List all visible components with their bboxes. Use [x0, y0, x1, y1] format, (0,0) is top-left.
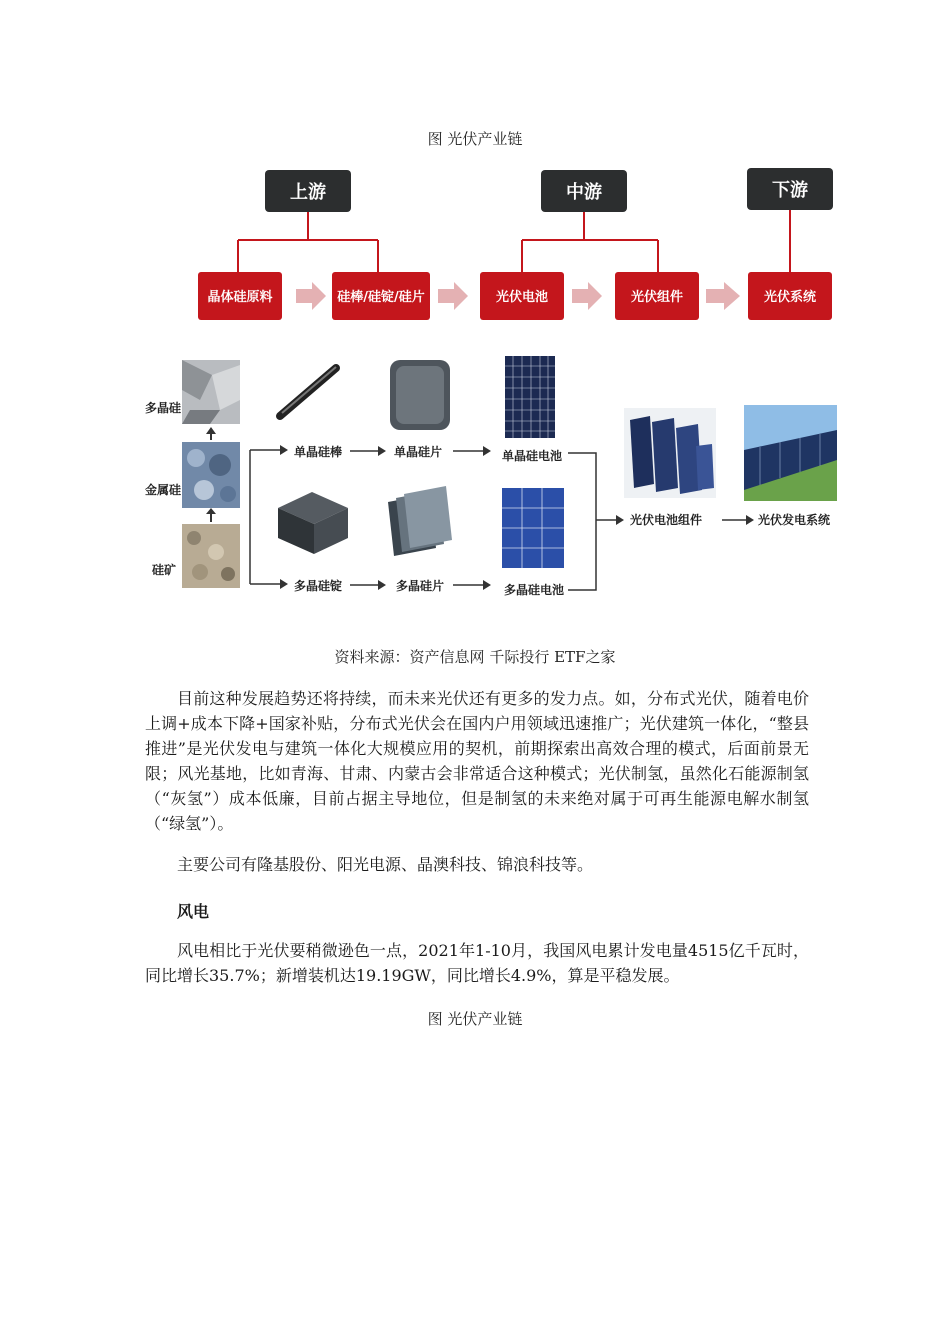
pv-industry-chain-figure [140, 160, 840, 610]
chain-label: 光伏组件 [630, 290, 684, 305]
material-silica-ore-image [182, 524, 240, 588]
poly-cell-image [502, 488, 564, 568]
body-paragraph-outlook: 目前这种发展趋势还将持续，而未来光伏还有更多的发力点。如，分布式光伏，随着电价上调+成本下降+国家补贴，分布式光伏会在国内户用领域迅速推广；光伏建筑一体化，“整县推进”是光伏发电与建筑一体化大规模应用的契机，前期探索出高效合理的模式，后面前景无限；风光基地，比如青海、甘肃、内蒙古会非常适合这种模式；光伏制氢，虽然化石能源制氢（“灰氢”）成本低廉，目前占据主导地位，但是制氢的未来绝对属于可再生能源电解水制氢（“绿氢”）。 [145, 689, 809, 833]
system-label: 光伏发电系统 [758, 513, 831, 527]
stage-connectors [238, 210, 790, 272]
poly-ingot-image [278, 492, 348, 554]
figure-caption-2: 图 光伏产业链 [427, 1010, 523, 1028]
material-polysilicon-image [182, 360, 240, 424]
source-note: 资料来源：资产信息网 千际投行 ETF之家 [334, 648, 616, 666]
chain-box-pv-system [748, 272, 832, 320]
stage-upstream-label: 上游 [290, 182, 326, 203]
stage-midstream-label: 中游 [566, 182, 602, 203]
stage-upstream [265, 170, 351, 212]
material-label-polysilicon: 多晶硅 [145, 401, 182, 415]
mono-label-ingot: 单晶硅棒 [294, 445, 343, 459]
material-label-silica-ore: 硅矿 [152, 563, 177, 577]
mono-label-wafer: 单晶硅片 [394, 445, 443, 459]
stage-downstream [747, 168, 833, 210]
chain-label: 硅棒/硅锭/硅片 [337, 290, 425, 305]
pv-system-image [744, 405, 837, 501]
mono-wafer-image [390, 360, 450, 430]
poly-label-cell: 多晶硅电池 [504, 583, 565, 597]
pv-module-image [624, 408, 716, 498]
body-paragraph-wind: 风电相比于光伏要稍微逊色一点，2021年1-10月，我国风电累计发电量4515亿千瓦时，同比增长35.7%；新增装机达19.19GW，同比增长4.9%，算是平稳发展。 [145, 941, 809, 985]
chain-label: 光伏系统 [763, 290, 817, 305]
mono-label-cell: 单晶硅电池 [502, 449, 563, 463]
section-title-wind: 风电 [177, 902, 210, 921]
poly-label-wafer: 多晶硅片 [396, 579, 445, 593]
chain-box-ingot-wafer [332, 272, 430, 320]
figure-caption-1: 图 光伏产业链 [427, 130, 523, 148]
mono-cell-image [505, 356, 555, 438]
poly-label-ingot: 多晶硅锭 [294, 579, 343, 593]
poly-wafer-image [388, 486, 452, 556]
chain-box-raw-silicon [198, 272, 282, 320]
mono-ingot-image [280, 367, 336, 416]
stage-downstream-label: 下游 [772, 180, 808, 201]
branch-lines [250, 450, 280, 584]
merge-arrowhead [616, 515, 624, 525]
body-paragraph-companies: 主要公司有隆基股份、阳光电源、晶澳科技、锦浪科技等。 [177, 855, 594, 874]
chain-box-pv-cell [480, 272, 564, 320]
stage-midstream [541, 170, 627, 212]
merge-bracket [568, 453, 616, 590]
chain-box-pv-module [615, 272, 699, 320]
module-to-system-arrowhead [746, 515, 754, 525]
material-label-metal-silicon: 金属硅 [145, 483, 182, 497]
chain-label: 晶体硅原料 [207, 290, 273, 305]
chain-label: 光伏电池 [495, 290, 549, 305]
material-metal-silicon-image [182, 442, 240, 508]
module-label: 光伏电池组件 [630, 513, 703, 527]
